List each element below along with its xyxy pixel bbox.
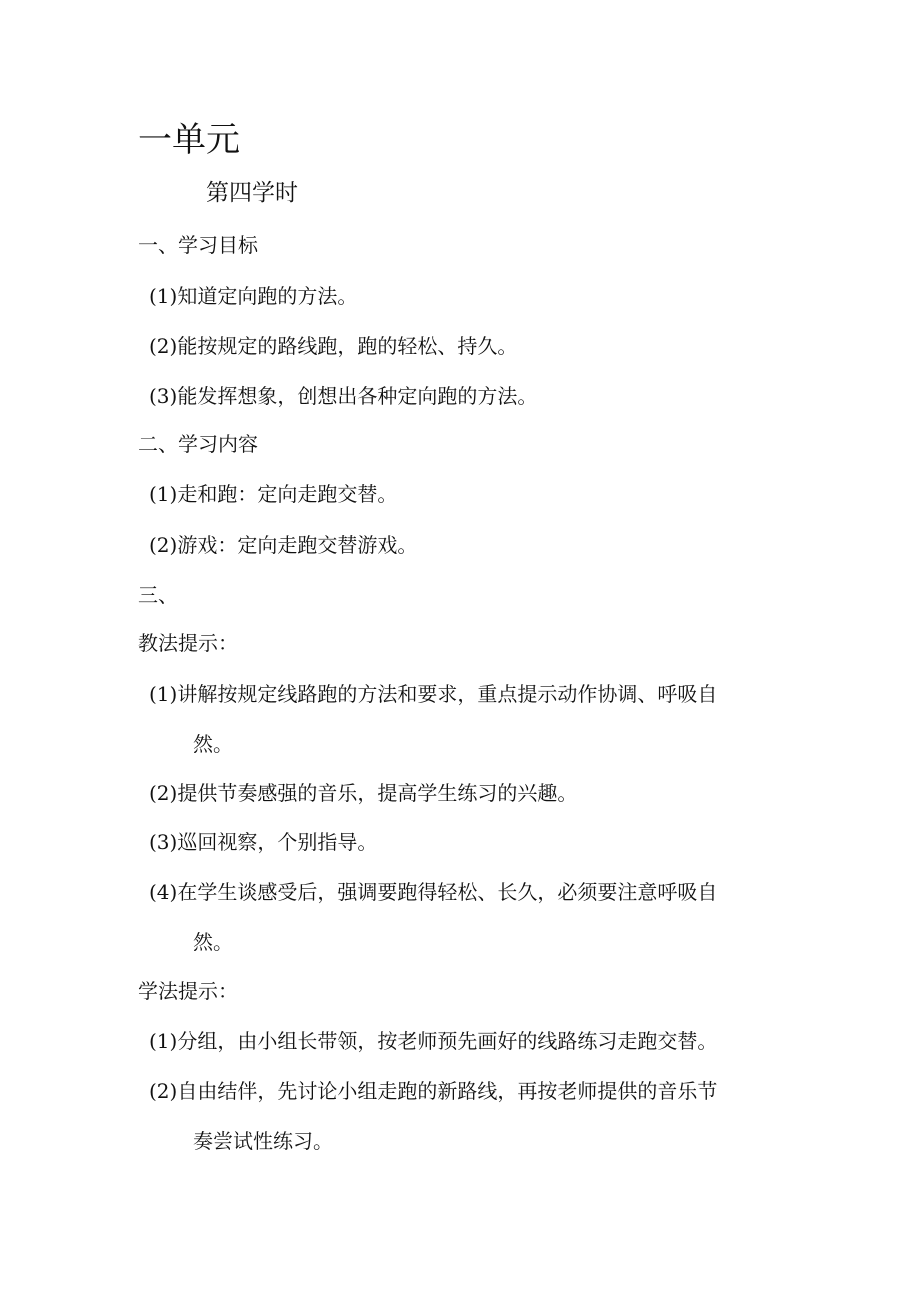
teaching-item-2: (2)提供节奏感强的音乐，提高学生练习的兴趣。 xyxy=(149,781,578,805)
section-heading-objectives: 一、学习目标 xyxy=(138,233,258,257)
objective-item-2: (2)能按规定的路线跑，跑的轻松、持久。 xyxy=(149,334,518,358)
teaching-item-3: (3)巡回视察，个别指导。 xyxy=(149,830,378,854)
content-item-2: (2)游戏：定向走跑交替游戏。 xyxy=(149,533,418,557)
teaching-item-1-line-2: 然。 xyxy=(193,732,233,756)
section-heading-third: 三、 xyxy=(138,583,178,607)
lesson-subtitle: 第四学时 xyxy=(206,180,298,206)
teaching-tips-heading: 教法提示： xyxy=(138,631,238,655)
section-heading-content: 二、学习内容 xyxy=(138,432,258,456)
objective-item-1: (1)知道定向跑的方法。 xyxy=(149,284,358,308)
teaching-item-4-line-1: (4)在学生谈感受后，强调要跑得轻松、长久，必须要注意呼吸自 xyxy=(149,880,718,904)
learning-tips-heading: 学法提示： xyxy=(138,979,238,1003)
learning-item-1: (1)分组，由小组长带领，按老师预先画好的线路练习走跑交替。 xyxy=(149,1029,718,1053)
teaching-item-4-line-2: 然。 xyxy=(193,930,233,954)
teaching-item-1-line-1: (1)讲解按规定线路跑的方法和要求，重点提示动作协调、呼吸自 xyxy=(149,682,718,706)
content-item-1: (1)走和跑：定向走跑交替。 xyxy=(149,482,398,506)
learning-item-2-line-1: (2)自由结伴，先讨论小组走跑的新路线，再按老师提供的音乐节 xyxy=(149,1079,718,1103)
unit-title: 一单元 xyxy=(138,120,240,160)
objective-item-3: (3)能发挥想象，创想出各种定向跑的方法。 xyxy=(149,384,538,408)
learning-item-2-line-2: 奏尝试性练习。 xyxy=(193,1129,333,1153)
